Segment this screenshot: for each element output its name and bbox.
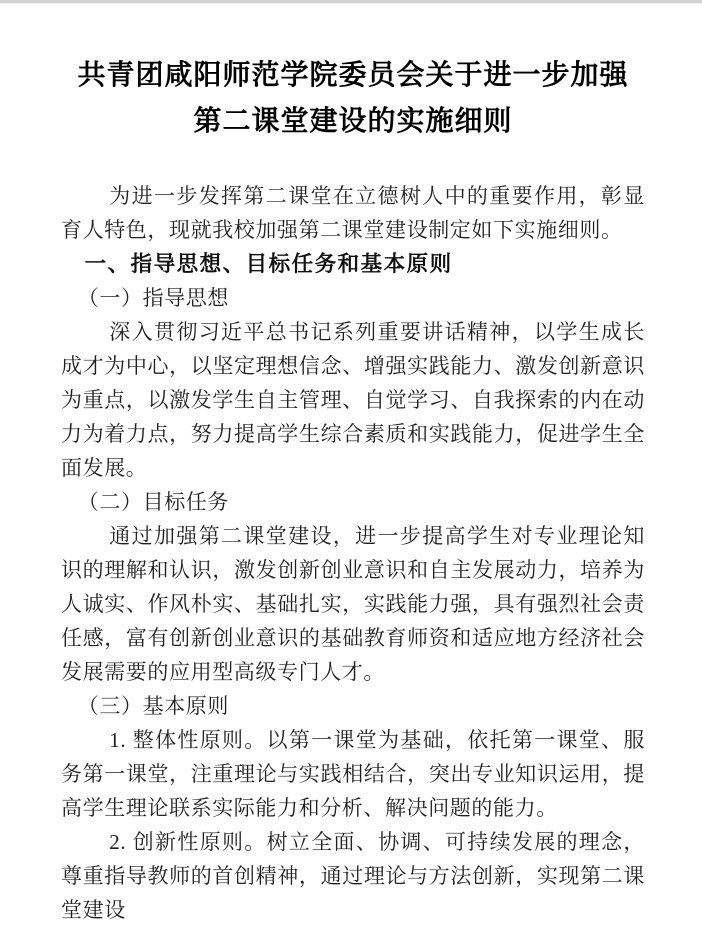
paragraph-principle-1: 1. 整体性原则。以第一课堂为基础，依托第一课堂、服务第一课堂，注重理论与实践相结合，突出专业知识运用，提高学生理论联系实际能力和分析、解决问题的能力。 bbox=[61, 728, 645, 820]
section-heading-1: 一、指导思想、目标任务和基本原则 bbox=[84, 252, 453, 276]
document-body bbox=[61, 179, 645, 927]
paragraph-principle-2: 2. 创新性原则。树立全面、协调、可持续发展的理念，尊重指导教师的首创精神，通过理论与方法创新，实现第二课堂建设 bbox=[61, 830, 645, 922]
document-title-line-1: 共青团咸阳师范学院委员会关于进一步加强 bbox=[77, 60, 629, 91]
document-page bbox=[0, 4, 702, 927]
subsection-heading-target-tasks: （二）目标任务 bbox=[77, 490, 229, 514]
document-title-line-2: 第二课堂建设的实施细则 bbox=[193, 106, 513, 137]
subsection-heading-basic-principles: （三）基本原则 bbox=[77, 694, 229, 718]
document-title bbox=[61, 53, 645, 145]
paragraph-guiding-ideology: 深入贯彻习近平总书记系列重要讲话精神，以学生成长成才为中心，以坚定理想信念、增强实践能力、激发创新意识为重点，以激发学生自主管理、自觉学习、自我探索的内在动力为着力点，努力提高学生综合素质和实践能力，促进学生全面发展。 bbox=[61, 320, 645, 480]
paragraph-target-tasks: 通过加强第二课堂建设，进一步提高学生对专业理论知识的理解和认识，激发创新创业意识和自主发展动力，培养为人诚实、作风朴实、基础扎实，实践能力强，具有强烈社会责任感，富有创新创业意识的基础教育师资和适应地方经济社会发展需要的应用型高级专门人才。 bbox=[61, 524, 645, 684]
subsection-heading-guiding-ideology: （一）指导思想 bbox=[77, 286, 229, 310]
intro-paragraph: 为进一步发挥第二课堂在立德树人中的重要作用，彰显育人特色，现就我校加强第二课堂建设制定如下实施细则。 bbox=[61, 184, 645, 242]
